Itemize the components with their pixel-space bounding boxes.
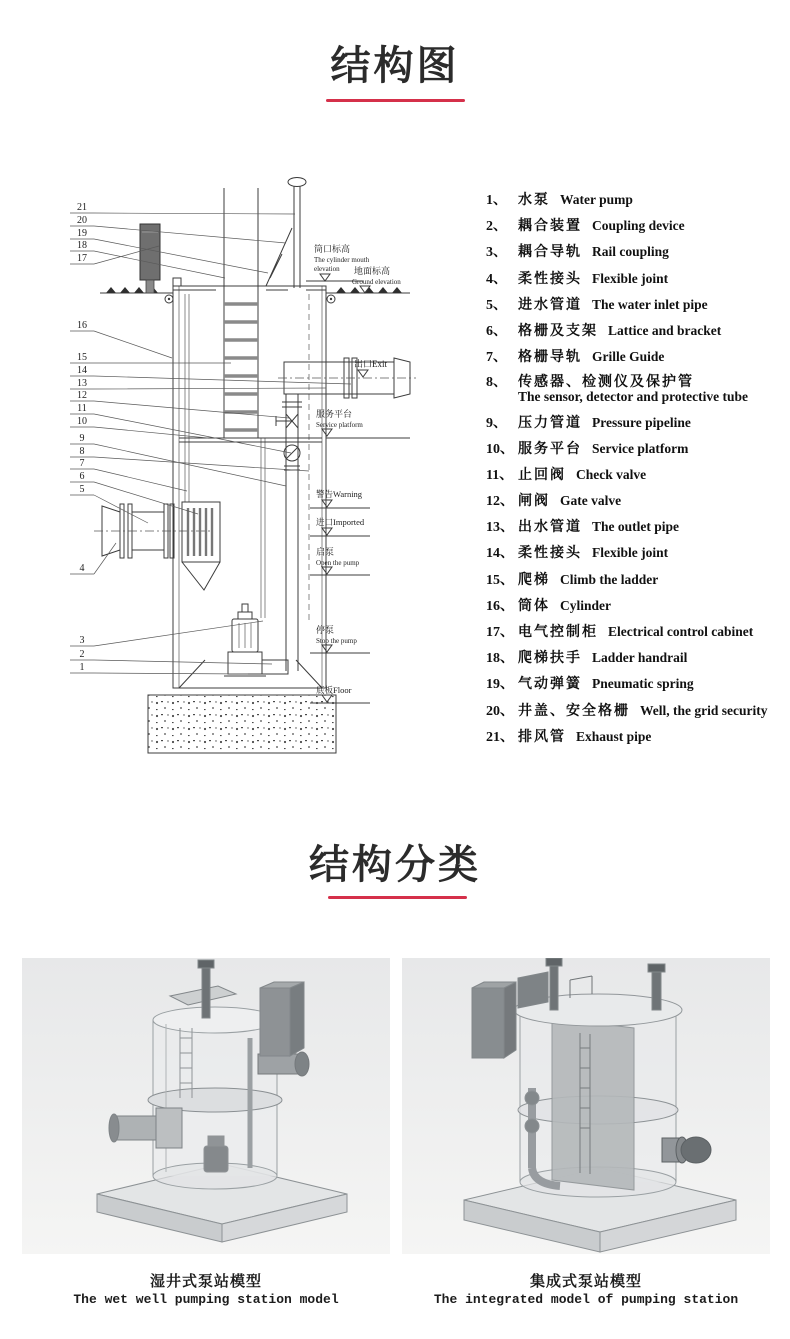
svg-text:Stop the pump: Stop the pump [316, 637, 357, 645]
svg-text:Ground elevation: Ground elevation [352, 278, 401, 286]
svg-text:19: 19 [77, 228, 87, 239]
legend-item: 5、 进水管道 The water inlet pipe [486, 296, 708, 313]
pump-guide-rail [261, 438, 265, 618]
legend-item: 11、 止回阀 Check valve [486, 466, 647, 483]
svg-text:The cylinder mouth: The cylinder mouth [314, 256, 370, 264]
svg-text:3: 3 [79, 635, 85, 646]
pump-station-cross-section [58, 166, 478, 778]
title-underline-structure [326, 99, 465, 102]
svg-text:13: 13 [77, 378, 87, 389]
svg-text:elevation: elevation [314, 265, 340, 273]
svg-text:18: 18 [77, 240, 87, 251]
legend-item: 3、 耦合导轨 Rail coupling [486, 244, 669, 261]
ladder [224, 188, 258, 438]
svg-text:15: 15 [77, 352, 87, 363]
title-underline-classify [328, 896, 467, 899]
legend-item: 2、 耦合装置 Coupling device [486, 218, 685, 235]
svg-text:21: 21 [77, 202, 87, 213]
structure-diagram [58, 166, 478, 778]
svg-text:6: 6 [79, 471, 85, 482]
legend-item-en2: The sensor, detector and protective tube [518, 389, 748, 405]
wet-well-model-render [22, 958, 390, 1254]
caption-en: The integrated model of pumping station [433, 1292, 739, 1307]
lattice-bracket [182, 502, 220, 590]
legend-item: 8、 传感器、检测仪及保护管 [486, 375, 694, 391]
legend-item: 7、 格栅导轨 Grille Guide [486, 349, 665, 366]
outlet-pipe [278, 358, 416, 398]
svg-text:5: 5 [79, 484, 85, 495]
svg-text:14: 14 [77, 365, 87, 376]
svg-text:Service platform: Service platform [316, 421, 363, 429]
legend-item: 15、 爬梯 Climb the ladder [486, 571, 659, 588]
legend-item: 17、 电气控制柜 Electrical control cabinet [486, 624, 754, 640]
svg-text:10: 10 [77, 416, 87, 427]
legend-item: 6、 格栅及支架 Lattice and bracket [486, 322, 722, 339]
svg-text:12: 12 [77, 390, 87, 401]
level-annotations [306, 243, 410, 703]
page-title-structure: 结构图 [330, 44, 460, 88]
foundation [148, 695, 336, 753]
svg-text:进口Imported: 进口Imported [316, 517, 365, 527]
svg-text:20: 20 [77, 215, 87, 226]
callout-numbers [77, 202, 87, 673]
exhaust-pipe [266, 178, 306, 289]
legend-item: 12、 闸阀 Gate valve [486, 493, 622, 510]
caption-integrated [402, 1270, 770, 1307]
svg-text:启泵: 启泵 [316, 547, 335, 557]
svg-text:8: 8 [79, 446, 85, 457]
legend-list [486, 192, 786, 755]
page-title-classify: 结构分类 [309, 843, 481, 887]
integrated-model-render [402, 958, 770, 1254]
electrical-cabinet [140, 224, 160, 293]
svg-text:服务平台: 服务平台 [316, 409, 353, 419]
legend-item: 10、 服务平台 Service platform [486, 440, 689, 457]
svg-text:停泵: 停泵 [316, 625, 335, 635]
svg-text:底板Floor: 底板Floor [316, 685, 352, 695]
svg-text:筒口标高: 筒口标高 [314, 244, 351, 254]
grille-guide [185, 294, 189, 502]
svg-text:9: 9 [79, 433, 85, 444]
svg-text:17: 17 [77, 253, 87, 264]
caption-cn: 湿井式泵站模型 [149, 1274, 262, 1290]
side-outlet-pump [662, 1137, 711, 1163]
caption-wet-well [22, 1270, 390, 1307]
water-pump [224, 604, 288, 676]
legend-item: 21、 排风管 Exhaust pipe [486, 728, 652, 745]
model-panel-wet-well [22, 958, 390, 1254]
svg-text:地面标高: 地面标高 [354, 266, 391, 276]
legend-item: 14、 柔性接头 Flexible joint [486, 545, 669, 562]
svg-text:11: 11 [77, 403, 87, 414]
legend-item: 1、 水泵 Water pump [486, 192, 633, 208]
caption-en: The wet well pumping station model [73, 1292, 339, 1307]
svg-text:7: 7 [79, 458, 85, 469]
side-inlet-pipe [109, 1108, 182, 1148]
svg-text:Open the pump: Open the pump [316, 559, 360, 567]
service-platform [179, 438, 322, 442]
svg-text:警告Warning: 警告Warning [316, 489, 363, 499]
legend-item: 16、 筒体 Cylinder [486, 597, 612, 614]
svg-text:16: 16 [77, 320, 87, 331]
legend-item: 18、 爬梯扶手 Ladder handrail [486, 650, 688, 667]
legend-item: 4、 柔性接头 Flexible joint [486, 270, 669, 287]
svg-text:1: 1 [79, 662, 85, 673]
model-panel-integrated [402, 958, 770, 1254]
svg-text:4: 4 [79, 563, 85, 574]
riser-valves [276, 394, 302, 671]
legend-item: 13、 出水管道 The outlet pipe [486, 519, 680, 536]
legend-item: 20、 井盖、安全格栅 Well, the grid security [486, 702, 768, 719]
svg-text:2: 2 [79, 649, 85, 660]
legend-item: 9、 压力管道 Pressure pipeline [486, 414, 691, 431]
caption-cn: 集成式泵站模型 [529, 1274, 642, 1290]
legend-item: 19、 气动弹簧 Pneumatic spring [486, 676, 694, 693]
svg-text:出口Exit: 出口Exit [354, 359, 387, 369]
